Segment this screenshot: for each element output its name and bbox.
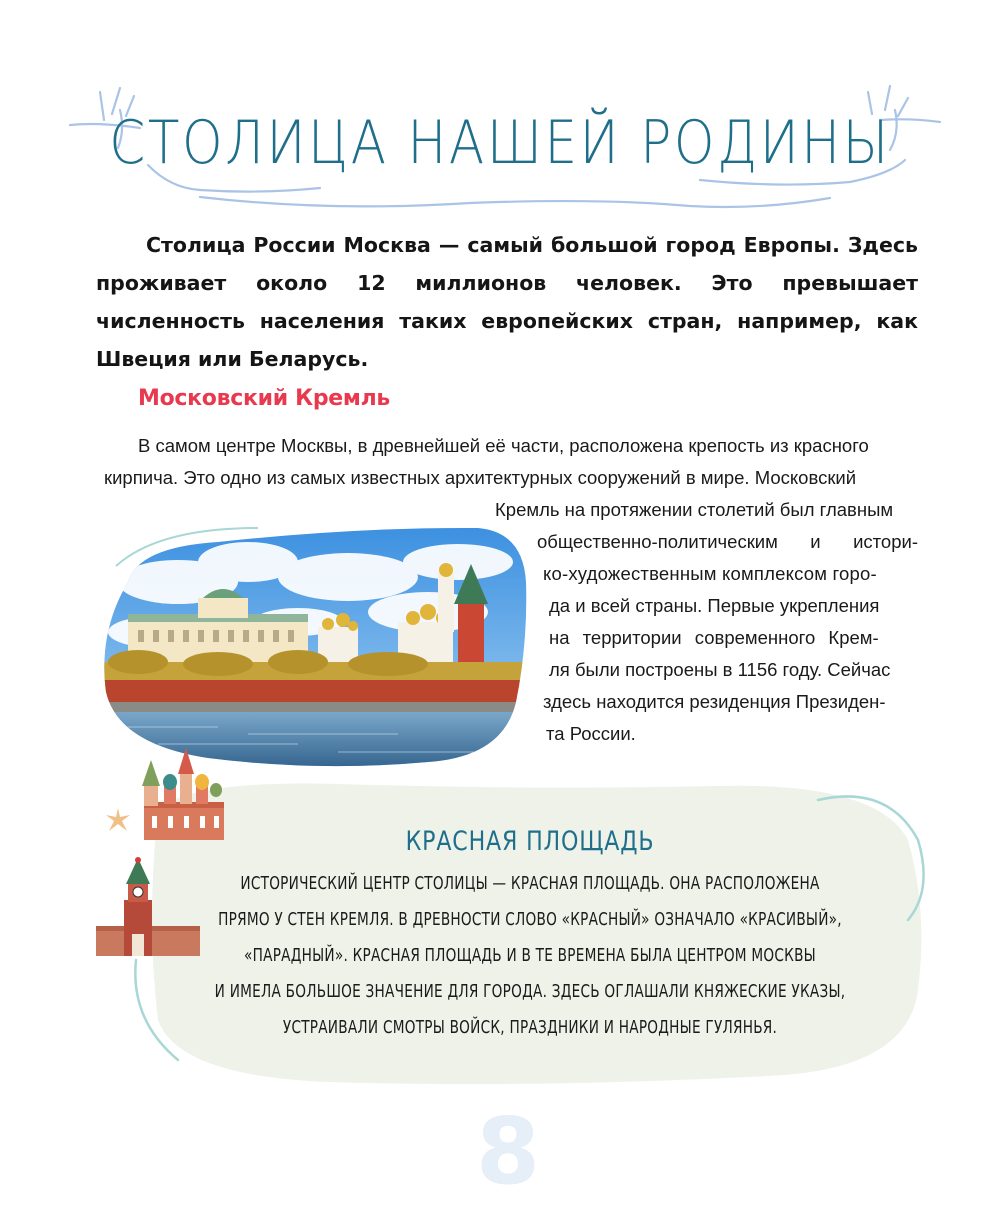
kremlin-text-line: ля были построены в 1156 году. Сейчас — [549, 659, 891, 680]
kremlin-text-line: ко-художественным комплексом горо- — [543, 563, 877, 584]
red-square-text-line: И ИМЕЛА БОЛЬШОЕ ЗНАЧЕНИЕ ДЛЯ ГОРОДА. ЗДЕСЬ ОГЛАШАЛИ КНЯЖЕСКИЕ УКАЗЫ, — [214, 982, 846, 1002]
kremlin-heading: Московский Кремль — [138, 386, 391, 411]
red-square-text-line: ПРЯМО У СТЕН КРЕМЛЯ. В ДРЕВНОСТИ СЛОВО «КРАСНЫЙ» ОЗНАЧАЛО «КРАСИВЫЙ», — [218, 910, 842, 930]
page-number: 8 — [475, 1098, 540, 1205]
kremlin-text-line: та России. — [546, 723, 636, 744]
kremlin-text-line: на территории современного Крем- — [549, 627, 879, 648]
spasskaya-tower-icon — [96, 856, 200, 956]
red-square-heading: КРАСНАЯ ПЛОЩАДЬ — [405, 826, 655, 857]
kremlin-text-line: Кремль на протяжении столетий был главным — [495, 499, 894, 520]
red-square-text-line: УСТРАИВАЛИ СМОТРЫ ВОЙСК, ПРАЗДНИКИ И НАРОДНЫЕ ГУЛЯНЬЯ. — [282, 1018, 778, 1038]
kremlin-text-line: здесь находится резиденция Президен- — [543, 691, 886, 712]
kremlin-text-line: В самом центре Москвы, в древнейшей её части, расположена крепость из красного — [138, 435, 869, 456]
red-square-text-line: ИСТОРИЧЕСКИЙ ЦЕНТР СТОЛИЦЫ — КРАСНАЯ ПЛОЩАДЬ. ОНА РАСПОЛОЖЕНА — [240, 874, 820, 894]
kremlin-text-line — [537, 526, 918, 558]
kremlin-text-fragment: общественно-политическим — [537, 531, 778, 552]
red-square-panel — [118, 770, 928, 1090]
page-title: СТОЛИЦА НАШЕЙ РОДИНЫ — [109, 108, 891, 178]
red-square-text-line: «ПАРАДНЫЙ». КРАСНАЯ ПЛОЩАДЬ И В ТЕ ВРЕМЕНА БЫЛА ЦЕНТРОМ МОСКВЫ — [244, 946, 816, 966]
intro-paragraph: Столица России Москва — самый большой город Европы. Здесь проживает около 12 миллионов человек. Это превышает численность населения таких европейских стран, например, как Швеция или Беларусь. — [96, 233, 918, 371]
kremlin-text-fragment: истори- — [853, 531, 918, 552]
kremlin-photo — [98, 522, 528, 772]
kremlin-text-line: кирпича. Это одно из самых известных архитектурных сооружений в мире. Московский — [104, 467, 857, 488]
kremlin-text-line: да и всей страны. Первые укрепления — [549, 595, 880, 616]
kremlin-text-fragment: и — [810, 531, 821, 552]
